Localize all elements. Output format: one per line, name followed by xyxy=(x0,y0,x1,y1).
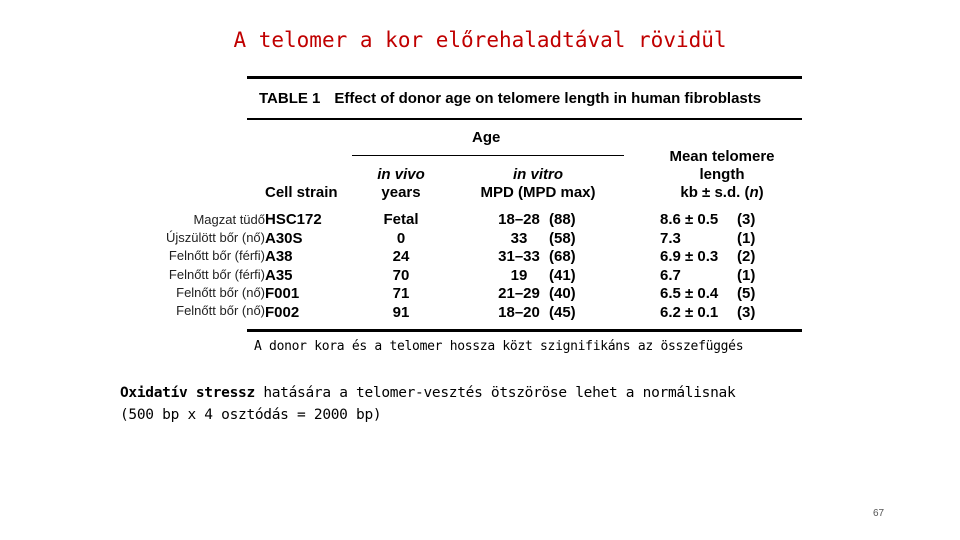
age-span-rule xyxy=(352,155,624,156)
table-cell: (1) xyxy=(737,229,756,247)
table-cell: 70 xyxy=(392,266,410,284)
table-cell: 6.5 ± 0.4 xyxy=(660,285,719,302)
table-cell: (5) xyxy=(737,285,756,302)
header-age: Age xyxy=(472,129,501,146)
header-mean-line1: Mean telomere xyxy=(669,148,775,165)
header-mean-n: n xyxy=(749,184,759,201)
table-cell: 19 xyxy=(510,266,528,284)
header-mean-length xyxy=(647,148,797,202)
col-length xyxy=(660,211,718,322)
col-n xyxy=(737,211,755,322)
table-cell: (3) xyxy=(737,303,756,321)
table-cell: 6.7 xyxy=(660,266,681,284)
table-caption: Effect of donor age on telomere length in human fibroblasts xyxy=(334,90,762,107)
oxidative-stress-term: Oxidatív stressz xyxy=(120,385,255,401)
table-label: TABLE 1 xyxy=(259,90,321,107)
table-cell: (68) xyxy=(549,248,576,265)
header-years: years xyxy=(381,184,421,201)
body-text xyxy=(120,382,735,426)
row-annotation: Felnőtt bőr (nő) xyxy=(176,303,265,319)
table-cell: A30S xyxy=(265,229,303,247)
table-cell: (41) xyxy=(549,266,576,284)
header-mpd: MPD (MPD max) xyxy=(480,184,596,201)
row-annotation: Felnőtt bőr (nő) xyxy=(176,284,265,300)
table-cell: 8.6 ± 0.5 xyxy=(660,211,719,228)
header-in-vitro xyxy=(477,166,599,202)
table-cell: Fetal xyxy=(383,211,419,228)
table-cell: 21–29 xyxy=(498,285,540,302)
table-cell: A38 xyxy=(265,248,293,265)
header-in-vivo-label: in vivo xyxy=(377,166,425,183)
header-mean-prefix: kb ± s.d. ( xyxy=(680,184,750,201)
telomere-table xyxy=(247,76,802,334)
table-cell: A35 xyxy=(265,266,293,284)
slide-title: A telomer a kor előrehaladtával rövidül xyxy=(233,28,727,52)
table-cell: HSC172 xyxy=(265,211,322,228)
table-cell: 18–20 xyxy=(498,303,540,321)
header-mean-line3 xyxy=(647,184,797,202)
header-mean-suffix: ) xyxy=(758,184,764,201)
table-cell: 18–28 xyxy=(498,211,540,228)
table-cell: (3) xyxy=(737,211,756,228)
header-in-vitro-label: in vitro xyxy=(512,166,563,183)
body-line-1-rest: hatására a telomer-vesztés ötszöröse lehet a normálisnak xyxy=(254,385,736,401)
table-cell: F001 xyxy=(265,285,300,302)
page-number: 67 xyxy=(873,508,885,519)
table-cell: 71 xyxy=(392,285,410,302)
row-annotation: Újszülött bőr (nő) xyxy=(166,230,265,246)
table-conclusion: A donor kora és a telomer hossza közt szignifikáns az összefüggés xyxy=(254,339,744,354)
header-cell-strain: Cell strain xyxy=(265,184,338,201)
col-years xyxy=(365,211,437,322)
table-cell: 0 xyxy=(396,229,406,247)
table-cell: 6.2 ± 0.1 xyxy=(660,303,719,321)
table-top-rule xyxy=(247,76,802,79)
table-cell: 24 xyxy=(392,248,410,265)
body-line-2: (500 bp x 4 osztódás = 2000 bp) xyxy=(120,407,382,423)
header-in-vivo xyxy=(371,166,431,202)
table-cell: (2) xyxy=(737,248,756,265)
table-cell: 6.9 ± 0.3 xyxy=(660,248,719,265)
table-cell: 31–33 xyxy=(498,248,540,265)
row-annotations xyxy=(100,211,265,320)
col-mpd xyxy=(493,211,545,322)
body-line-1 xyxy=(120,382,735,404)
header-mean-line2: length xyxy=(699,166,745,183)
table-title xyxy=(259,90,761,107)
row-annotation: Felnőtt bőr (férfi) xyxy=(168,266,265,282)
table-cell: (45) xyxy=(549,303,576,321)
table-cell: (88) xyxy=(549,211,576,228)
row-annotation: Magzat tüdő xyxy=(193,212,265,227)
table-cell: 7.3 xyxy=(660,229,681,247)
row-annotation: Felnőtt bőr (férfi) xyxy=(168,248,265,264)
table-cell: (1) xyxy=(737,266,756,284)
table-cell: F002 xyxy=(265,303,300,321)
col-mpd-max xyxy=(549,211,576,322)
col-strain xyxy=(265,211,322,322)
table-bottom-rule xyxy=(247,329,802,332)
table-cell: 33 xyxy=(510,229,528,247)
table-header-rule xyxy=(247,118,802,120)
table-cell: (40) xyxy=(549,285,576,302)
table-cell: 91 xyxy=(392,303,410,321)
table-cell: (58) xyxy=(549,229,576,247)
